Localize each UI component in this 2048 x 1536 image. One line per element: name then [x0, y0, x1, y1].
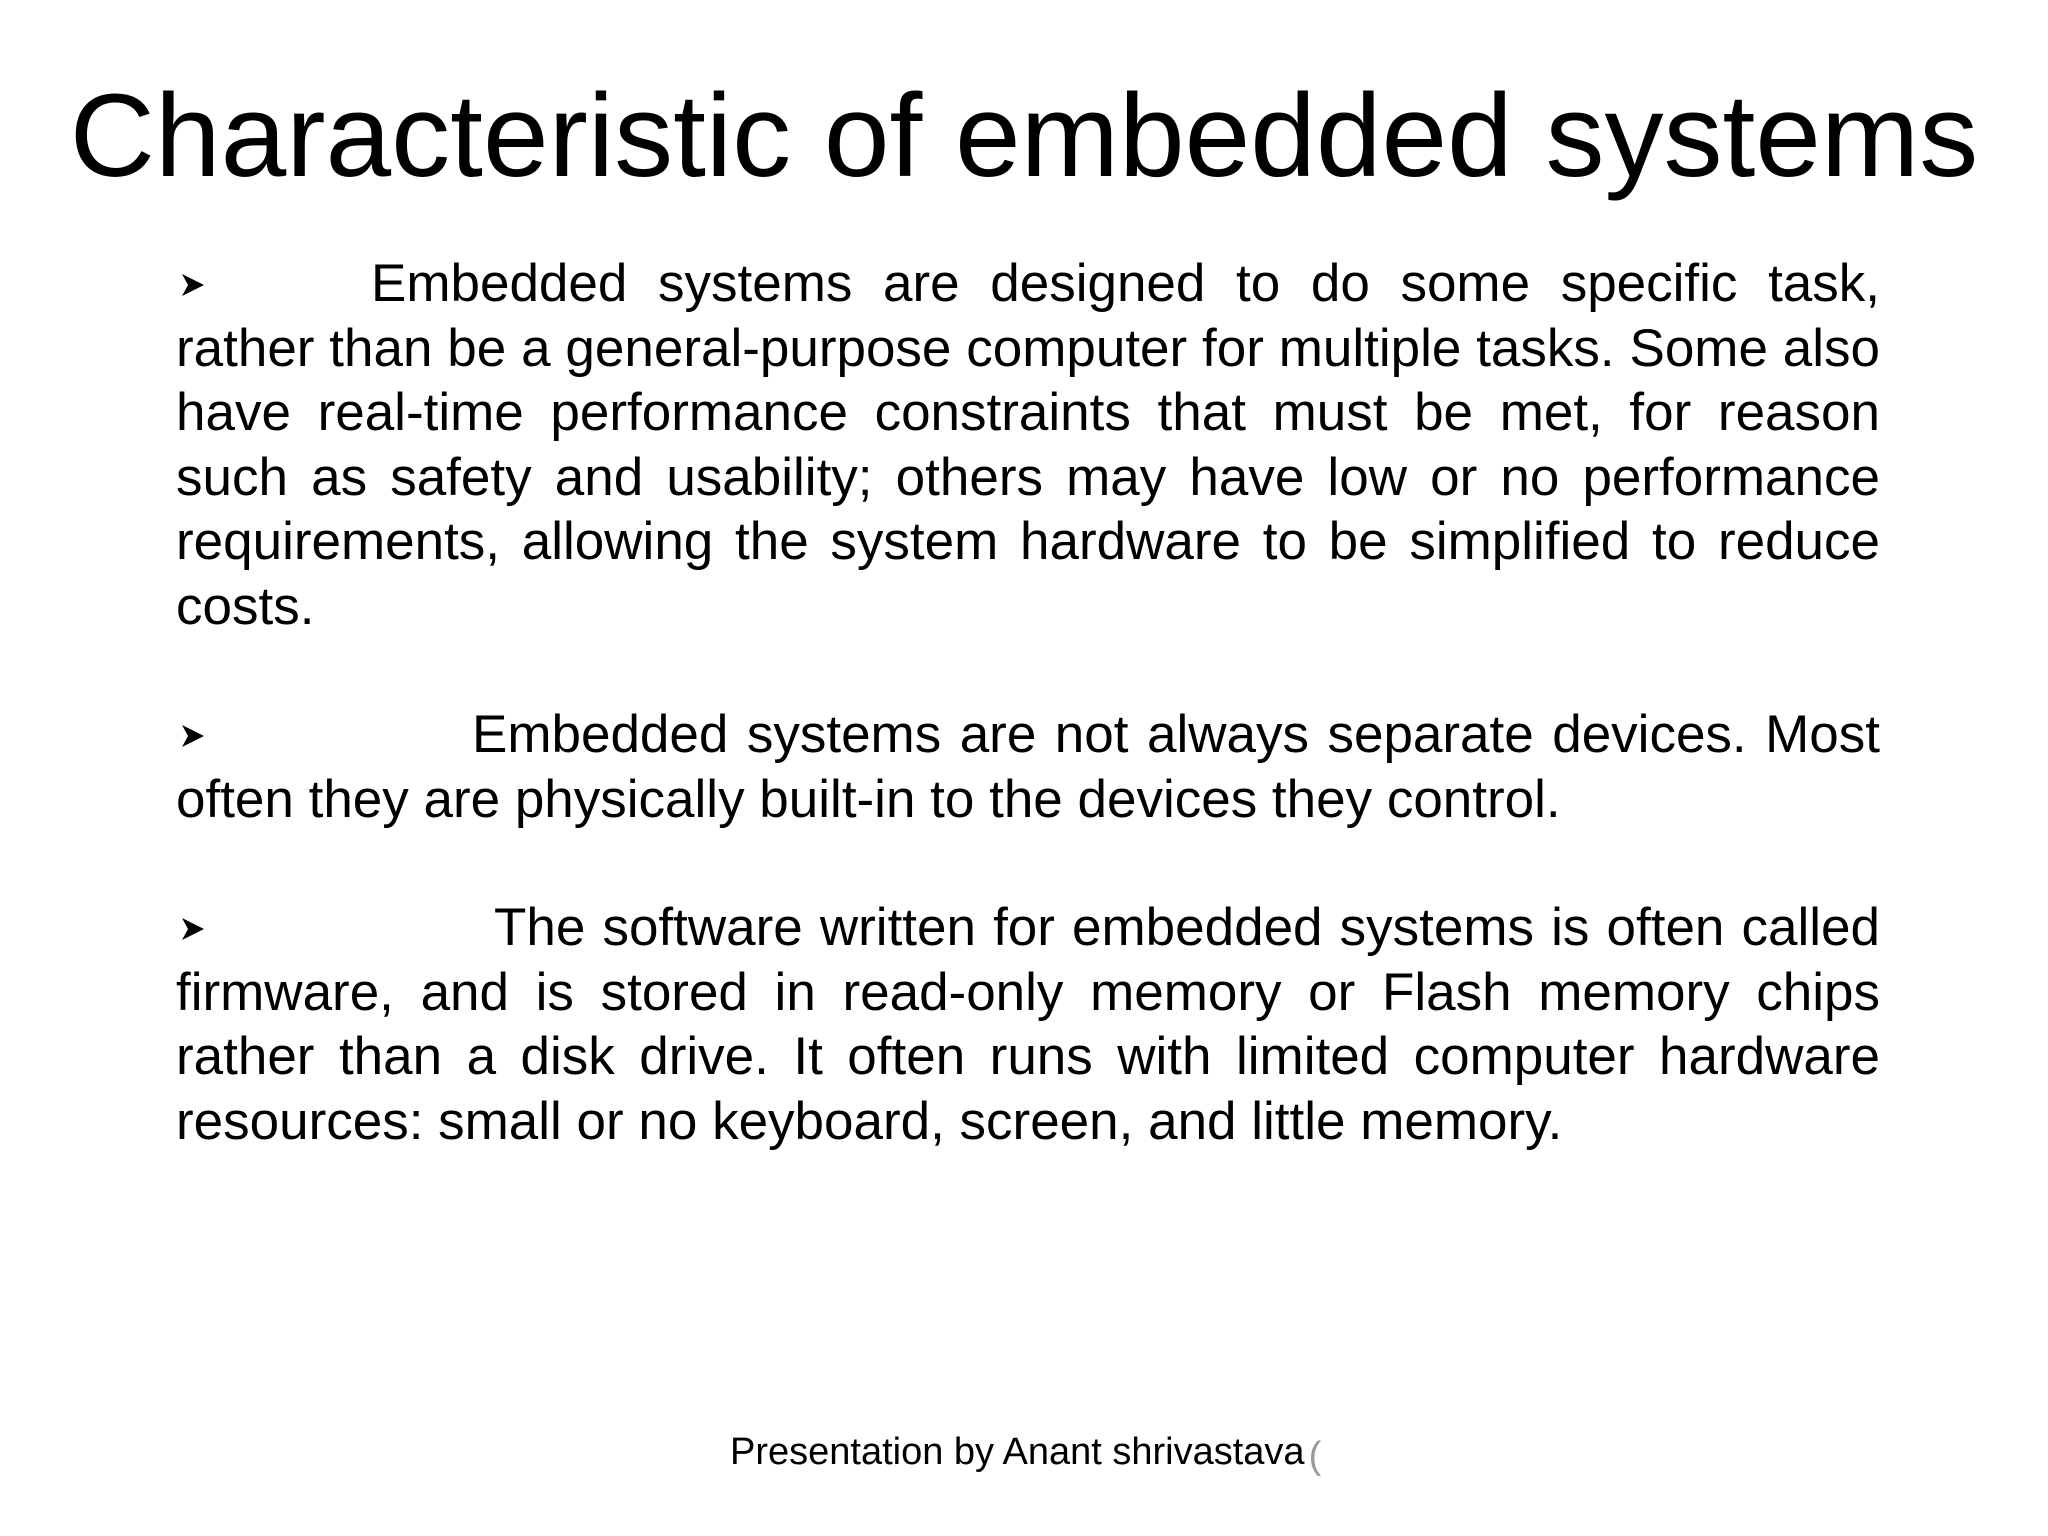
bullet-item	[176, 703, 1880, 832]
bullet-list	[176, 252, 1880, 1154]
slide-title: Characteristic of embedded systems	[69, 70, 1979, 202]
bullet-text: The software written for embedded systems is often called firmware, and is stored in read-only memory or Flash memory chips rather than a disk drive. It often runs with limited computer hardware resources: small or no keyboard, screen, and little memory.	[176, 898, 1880, 1151]
bullet-item	[176, 252, 1880, 639]
bullet-text: Embedded systems are not always separate devices. Most often they are physically built-in to the devices they control.	[176, 705, 1880, 829]
bullet-item	[176, 896, 1880, 1154]
footer-text: Presentation by Anant shrivastava	[730, 1431, 1305, 1473]
arrowhead-bullet-icon	[176, 896, 218, 960]
footer-credit	[730, 1430, 1322, 1477]
bullet-text: Embedded systems are designed to do some specific task, rather than be a general-purpose computer for multiple tasks. Some also have real-time performance constraints that must be met, for reason such as safety and usability; others may have low or no performance requirements, allowing the system hardware to be simplified to reduce costs.	[176, 254, 1880, 636]
footer-truncated-text: (	[1308, 1435, 1322, 1477]
arrowhead-bullet-icon	[176, 252, 218, 316]
arrowhead-bullet-icon	[176, 703, 218, 767]
